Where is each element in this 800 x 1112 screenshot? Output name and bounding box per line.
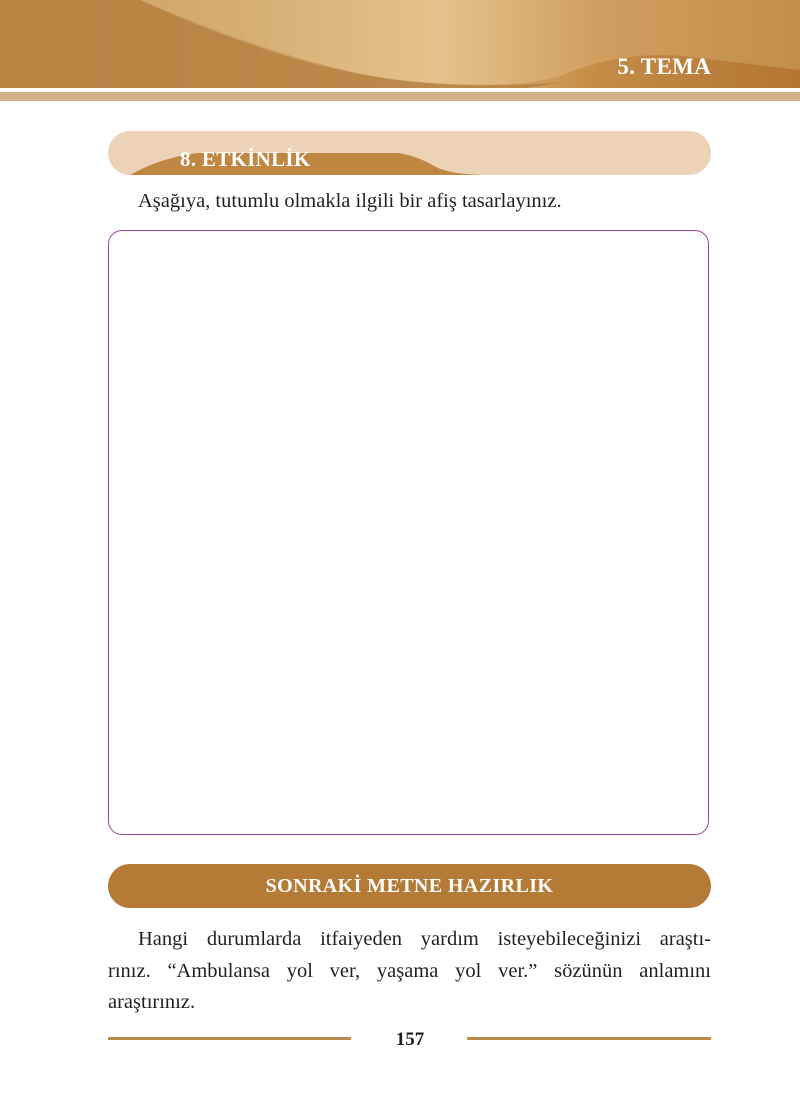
preparation-line: araştırınız.	[108, 991, 196, 1013]
footer-rule-left	[108, 1037, 351, 1040]
page-number: 157	[395, 1029, 425, 1050]
header-decoration	[0, 0, 800, 104]
preparation-line: rınız. “Ambulansa yol ver, yaşama yol ver.” sözünün anlamını	[108, 959, 711, 982]
poster-drawing-area[interactable]	[108, 230, 709, 835]
page-header	[0, 0, 800, 104]
theme-label: 5. TEMA	[617, 54, 711, 79]
activity-instruction: Aşağıya, tutumlu olmakla ilgili bir afiş tasarlayınız.	[138, 190, 562, 212]
activity-title: 8. ETKİNLİK	[180, 147, 311, 171]
preparation-header-bar	[108, 864, 711, 908]
preparation-line: Hangi durumlarda itfaiyeden yardım isteyebileceğinizi araştı-	[138, 928, 711, 950]
footer-rule-right	[467, 1037, 711, 1040]
preparation-paragraph	[108, 924, 711, 1019]
preparation-title: SONRAKİ METNE HAZIRLIK	[265, 874, 554, 897]
